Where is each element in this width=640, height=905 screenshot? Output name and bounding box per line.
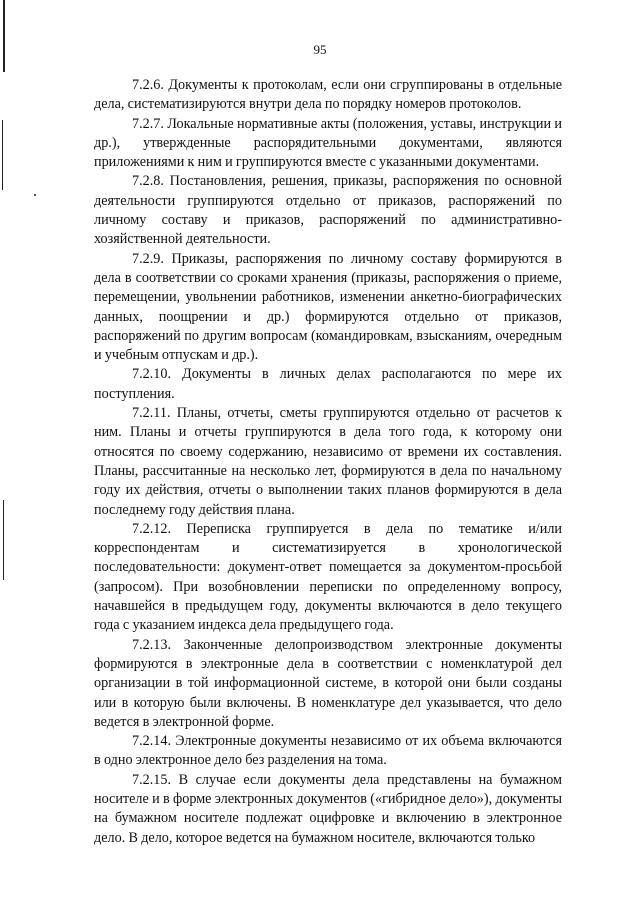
scan-speck (34, 194, 36, 196)
page-number: 95 (313, 42, 327, 57)
paragraph-7-2-10: 7.2.10. Документы в личных делах располагаются по мере их поступления. (94, 366, 562, 402)
scan-edge-line (2, 120, 3, 190)
paragraph-7-2-6: 7.2.6. Документы к протоколам, если они сгруппированы в отдельные дела, систематизируются внутри дела по порядку номеров протоколов. (94, 77, 562, 113)
scan-edge-line (3, 500, 4, 580)
paragraph-7-2-8: 7.2.8. Постановления, решения, приказы, распоряжения по основной деятельности группируются отдельно от приказов, распоряжений по личному составу и приказов, распоряжений по административно-хозяйственной деятельности. (94, 173, 562, 248)
paragraph-7-2-11: 7.2.11. Планы, отчеты, сметы группируются отдельно от расчетов к ним. Планы и отчеты группируются в дела того года, к которому они относятся по своему содержанию, независимо от времени их составления. Планы, рассчитанные на несколько лет, формируются в дела по начальному году их действия, отчеты о выполнении таких планов формируются в дела последнему году действия плана. (94, 405, 562, 518)
scan-edge-line (3, 0, 5, 72)
document-body (94, 76, 562, 848)
paragraph-7-2-12: 7.2.12. Переписка группируется в дела по тематике и/или корреспондентам и систематизируется в хронологической последовательности: документ-ответ помещается за документом-просьбой (запросом). При возобновлении переписки по определенному вопросу, начавшейся в предыдущем году, документы включаются в дело текущего года с указанием индекса дела предыдущего года. (94, 520, 562, 634)
paragraph-7-2-7: 7.2.7. Локальные нормативные акты (положения, уставы, инструкции и др.), утвержденные распорядительными документами, являются приложениями к ним и группируются вместе с указанными документами. (94, 115, 562, 171)
paragraph-7-2-13: 7.2.13. Законченные делопроизводством электронные документы формируются в электронные дела в соответствии с номенклатурой дел организации в той информационной системе, в которой они были созданы или в которую были включены. В номенклатуре дел указывается, что дело ведется в электронной форме. (94, 636, 562, 730)
paragraph-7-2-15: 7.2.15. В случае если документы дела представлены на бумажном носителе и в форме электронных документов («гибридное дело»), документы на бумажном носителе подлежат оцифровке и включению в электронное дело. В дело, которое ведется на бумажном носителе, включаются только (94, 771, 562, 846)
paragraph-7-2-14: 7.2.14. Электронные документы независимо от их объема включаются в одно электронное дело без разделения на тома. (94, 733, 562, 769)
paragraph-7-2-9: 7.2.9. Приказы, распоряжения по личному составу формируются в дела в соответствии со сроками хранения (приказы, распоряжения о приеме, перемещении, увольнении работников, изменении анкетно-биографических данных, поощрении и др.) формируются отдельно от приказов, распоряжений по другим вопросам (командировкам, взысканиям, очередным и учебным отпускам и др.). (94, 250, 562, 364)
